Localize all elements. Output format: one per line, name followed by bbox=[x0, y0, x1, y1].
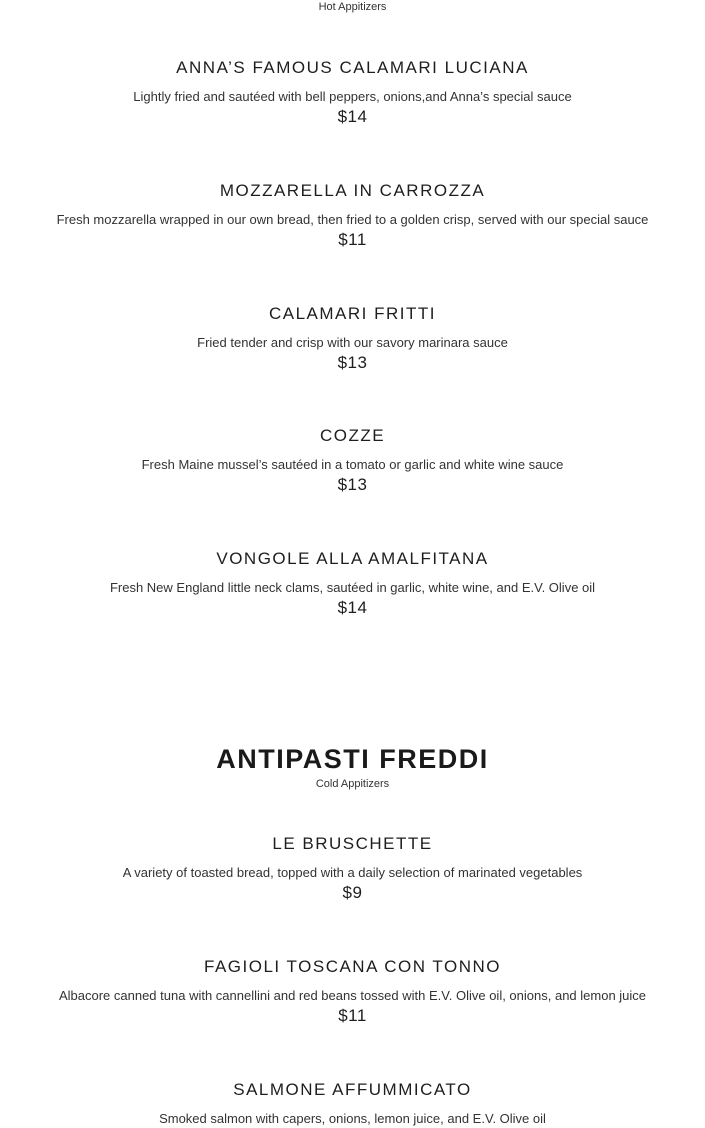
item-price: $13 bbox=[337, 475, 368, 494]
item-name: FAGIOLI TOSCANA CON TONNO bbox=[204, 957, 501, 976]
cold-section-title: ANTIPASTI FREDDI bbox=[216, 744, 489, 774]
hot-section-subtitle: Hot Appitizers bbox=[318, 1, 387, 13]
item-price: $14 bbox=[337, 598, 368, 617]
item-description: Smoked salmon with capers, onions, lemon juice, and E.V. Olive oil bbox=[159, 1111, 546, 1126]
item-description: Albacore canned tuna with cannellini and red beans tossed with E.V. Olive oil, onions, and lemon juice bbox=[58, 988, 647, 1003]
menu-item bbox=[0, 303, 705, 374]
item-description: Fresh mozzarella wrapped in our own bread, then fried to a golden crisp, served with our special sauce bbox=[56, 212, 649, 227]
item-name: MOZZARELLA IN CARROZZA bbox=[219, 181, 486, 200]
item-price: $9 bbox=[342, 883, 363, 902]
item-name: SALMONE AFFUMMICATO bbox=[233, 1080, 472, 1099]
item-price: $13 bbox=[337, 353, 368, 372]
item-name: CALAMARI FRITTI bbox=[268, 304, 436, 323]
cold-section-subtitle: Cold Appitizers bbox=[315, 778, 390, 790]
item-description: A variety of toasted bread, topped with a daily selection of marinated vegetables bbox=[122, 865, 583, 880]
item-price: $11 bbox=[338, 230, 367, 249]
item-description: Lightly fried and sautéed with bell peppers, onions,and Anna’s special sauce bbox=[133, 89, 572, 104]
item-price: $11 bbox=[338, 1006, 367, 1025]
menu-item bbox=[0, 1079, 705, 1128]
menu-item bbox=[0, 956, 705, 1027]
item-price: $14 bbox=[337, 107, 368, 126]
item-name: COZZE bbox=[319, 426, 386, 445]
item-description: Fresh New England little neck clams, sautéed in garlic, white wine, and E.V. Olive oil bbox=[109, 580, 596, 595]
menu-item bbox=[0, 833, 705, 904]
item-name: ANNA’S FAMOUS CALAMARI LUCIANA bbox=[176, 58, 529, 77]
menu-item bbox=[0, 180, 705, 251]
menu-item bbox=[0, 548, 705, 619]
item-description: Fried tender and crisp with our savory marinara sauce bbox=[197, 335, 508, 350]
item-name: VONGOLE ALLA AMALFITANA bbox=[216, 549, 489, 568]
menu-item bbox=[0, 57, 705, 128]
menu-item bbox=[0, 425, 705, 496]
item-description: Fresh Maine mussel’s sautéed in a tomato or garlic and white wine sauce bbox=[141, 457, 564, 472]
item-name: LE BRUSCHETTE bbox=[272, 834, 433, 853]
